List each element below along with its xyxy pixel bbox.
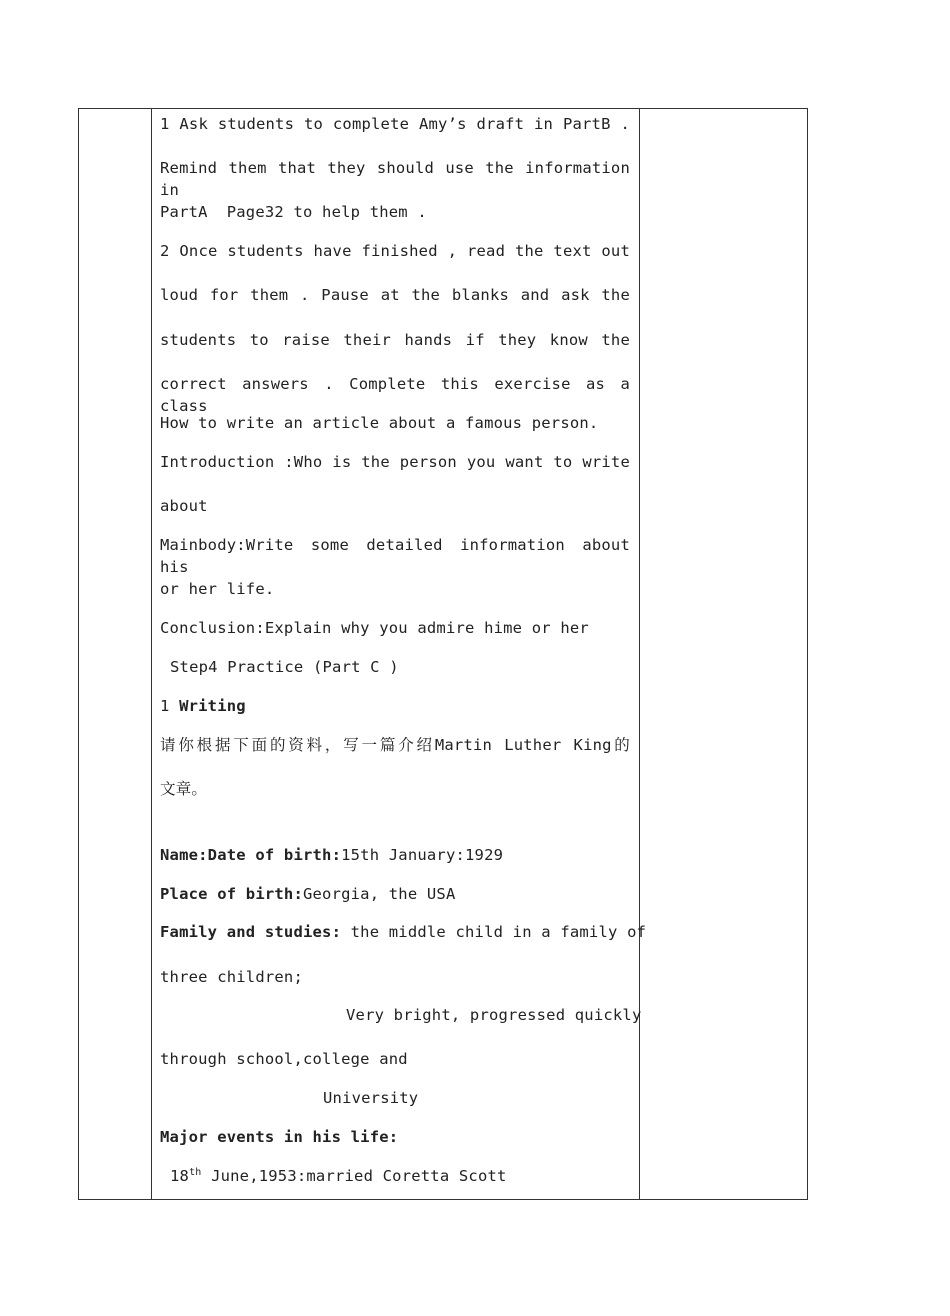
column-divider-left xyxy=(151,109,152,1199)
text-line: 请你根据下面的资料，写一篇介绍Martin Luther King的 xyxy=(160,736,630,754)
text-line: 2 Once students have finished , read the text out xyxy=(160,242,630,260)
lesson-content-cell xyxy=(160,109,647,1185)
events-heading: Major events in his life: xyxy=(160,1128,399,1146)
text-segment: Georgia, the USA xyxy=(302,885,456,903)
lesson-table xyxy=(78,108,808,1200)
ordinal-suffix: th xyxy=(189,1167,202,1178)
column-divider-right xyxy=(639,109,640,1199)
info-line xyxy=(160,883,456,905)
text-segment: 15th January:1929 xyxy=(341,846,504,864)
text-line: 文章。 xyxy=(160,780,208,798)
text-segment: June,1953:married Coretta Scott xyxy=(201,1167,507,1185)
text-line: students to raise their hands if they know the xyxy=(160,331,630,349)
text-line: 1 Ask students to complete Amy’s draft in PartB . xyxy=(160,115,630,133)
text-segment: 1 xyxy=(160,697,180,715)
text-segment-bold: Writing xyxy=(179,697,246,715)
text-line: University xyxy=(323,1089,419,1107)
text-segment-bold: Place of birth: xyxy=(160,885,303,903)
text-line: correct answers . Complete this exercise as a class xyxy=(160,375,630,415)
text-line: through school,college and xyxy=(160,1050,408,1068)
text-line: about xyxy=(160,497,208,515)
text-line: Conclusion:Explain why you admire hime or her xyxy=(160,619,589,637)
event-line xyxy=(170,1165,507,1187)
text-line: three children; xyxy=(160,968,303,986)
step-heading: Step4 Practice (Part C ) xyxy=(170,658,399,676)
text-line: or her life. xyxy=(160,580,275,598)
text-line: Remind them that they should use the information in xyxy=(160,159,630,199)
info-line xyxy=(160,921,647,943)
text-line: Introduction :Who is the person you want to write xyxy=(160,453,630,471)
text-segment-bold: Family and studies: xyxy=(160,923,342,941)
text-segment-bold: Name:Date of birth: xyxy=(160,846,342,864)
text-segment: 18 xyxy=(170,1167,190,1185)
text-segment: the middle child in a family of xyxy=(341,923,647,941)
info-line xyxy=(160,844,503,866)
text-line: PartA Page32 to help them . xyxy=(160,203,427,221)
text-line: Very bright, progressed quickly xyxy=(346,1006,642,1024)
writing-heading xyxy=(160,695,246,717)
text-line: loud for them . Pause at the blanks and ask the xyxy=(160,286,630,304)
text-line: Mainbody:Write some detailed information about his xyxy=(160,536,630,576)
text-line: How to write an article about a famous person. xyxy=(160,414,599,432)
